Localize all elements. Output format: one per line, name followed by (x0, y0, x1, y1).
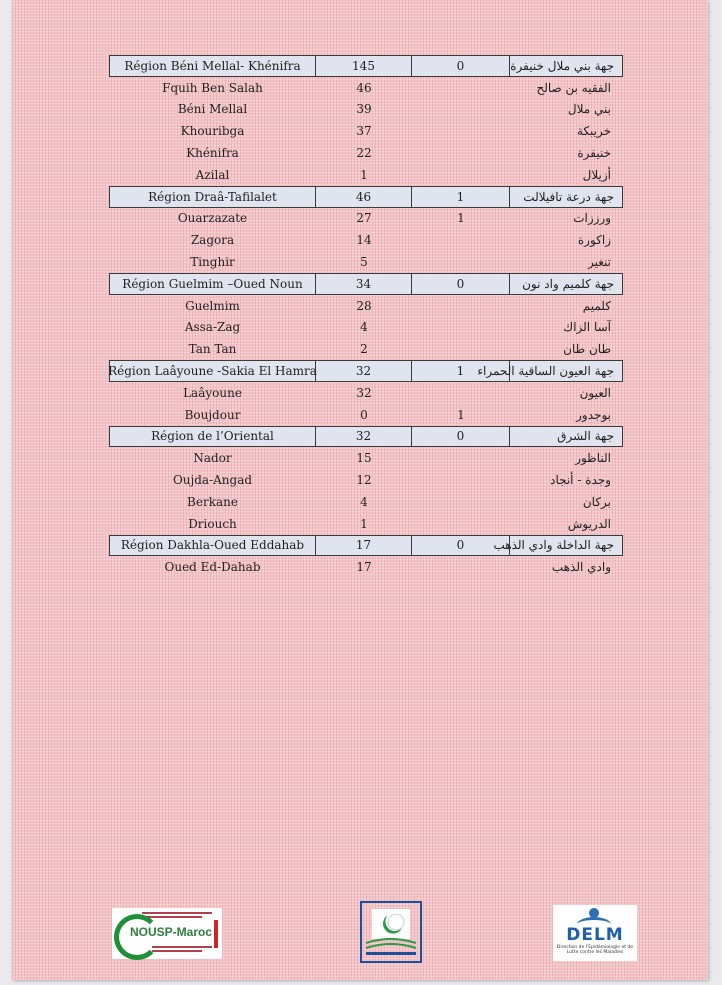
province-row (109, 491, 623, 513)
province-name-fr: Oujda-Angad (172, 473, 253, 488)
province-name-ar: خنيفرة (577, 146, 611, 161)
region-name-fr: Région de l’Oriental (109, 426, 316, 448)
province-total: 4 (360, 494, 368, 509)
regional-cases-table (109, 55, 623, 578)
province-row (109, 382, 623, 404)
province-name-fr: Guelmim (185, 298, 240, 313)
province-row (109, 404, 623, 426)
province-name-ar: الدريوش (567, 516, 611, 531)
province-name-ar: طان طان (563, 342, 611, 357)
region-header-row (109, 186, 623, 208)
province-name-fr: Fquih Ben Salah (162, 80, 263, 95)
region-total: 145 (316, 55, 412, 77)
province-total: 0 (360, 407, 368, 422)
province-total: 32 (356, 385, 372, 400)
nousp-logo (112, 908, 222, 959)
region-header-row (109, 273, 623, 295)
province-total: 2 (360, 342, 368, 357)
region-name-ar: جهة بني ملال خنيفرة (510, 55, 623, 77)
province-row (109, 317, 623, 339)
province-name-fr: Berkane (187, 494, 238, 509)
region-header-row (109, 535, 623, 557)
region-new: 0 (412, 273, 510, 295)
province-row (109, 338, 623, 360)
province-new: 1 (457, 407, 465, 422)
province-name-fr: Assa-Zag (184, 320, 241, 335)
nousp-logo-text: NOUSP-Maroc (130, 925, 213, 939)
province-row (109, 229, 623, 251)
province-row (109, 208, 623, 230)
region-name-fr: Région Béni Mellal- Khénifra (109, 55, 316, 77)
region-name-ar: جهة الشرق (510, 426, 623, 448)
province-total: 17 (356, 560, 372, 575)
province-name-fr: Oued Ed-Dahab (164, 560, 261, 575)
province-row (109, 513, 623, 535)
region-name-fr: Région Draâ-Tafilalet (109, 186, 316, 208)
province-total: 1 (360, 167, 368, 182)
province-name-fr: Tinghir (190, 255, 235, 270)
province-row (109, 556, 623, 578)
province-name-ar: بوجدور (576, 407, 611, 422)
province-name-ar: وادي الذهب (551, 560, 611, 575)
document-page (12, 0, 708, 980)
province-name-fr: Laâyoune (183, 385, 242, 400)
province-name-fr: Driouch (188, 516, 237, 531)
region-header-row (109, 426, 623, 448)
ministry-emblem-icon (360, 901, 422, 963)
delm-logo-subtitle: Direction de l'Epidémiologie et de Lutte contre les Maladies (556, 945, 634, 955)
region-total: 17 (316, 535, 412, 557)
province-total: 1 (360, 516, 368, 531)
province-total: 27 (356, 211, 372, 226)
province-total: 37 (356, 124, 372, 139)
region-header-row (109, 360, 623, 382)
province-name-ar: العيون (579, 385, 611, 400)
province-name-fr: Boujdour (184, 407, 241, 422)
province-total: 12 (356, 473, 372, 488)
province-total: 4 (360, 320, 368, 335)
province-row (109, 447, 623, 469)
region-new: 0 (412, 426, 510, 448)
province-total: 28 (356, 298, 372, 313)
region-total: 32 (316, 360, 412, 382)
province-row (109, 77, 623, 99)
region-header-row (109, 55, 623, 77)
province-row (109, 99, 623, 121)
province-name-ar: وجدة - أنجاد (550, 473, 611, 488)
province-name-ar: ورززات (573, 211, 611, 226)
province-name-fr: Ouarzazate (177, 211, 248, 226)
province-name-ar: زاكورة (577, 233, 611, 248)
province-row (109, 142, 623, 164)
region-name-ar: جهة كلميم واد نون (510, 273, 623, 295)
delm-logo-text: DELM (566, 925, 624, 945)
province-total: 22 (356, 146, 372, 161)
province-name-fr: Tan Tan (188, 342, 237, 357)
province-total: 15 (356, 451, 372, 466)
region-total: 32 (316, 426, 412, 448)
province-row (109, 469, 623, 491)
region-name-fr: Région Guelmim –Oued Noun (109, 273, 316, 295)
province-total: 5 (360, 255, 368, 270)
region-new: 0 (412, 55, 510, 77)
province-name-fr: Béni Mellal (177, 102, 248, 117)
province-name-ar: بني ملال (567, 102, 611, 117)
province-name-fr: Zagora (190, 233, 235, 248)
region-name-ar: جهة العيون الساقية الحمراء (510, 360, 623, 382)
region-total: 34 (316, 273, 412, 295)
region-new: 1 (412, 360, 510, 382)
region-new: 0 (412, 535, 510, 557)
province-name-fr: Nador (193, 451, 232, 466)
province-name-ar: الفقيه بن صالح (536, 80, 611, 95)
province-name-ar: أزيلال (582, 167, 611, 182)
province-row (109, 164, 623, 186)
province-name-ar: تنغير (588, 255, 611, 270)
province-new: 1 (457, 211, 465, 226)
province-row (109, 251, 623, 273)
region-name-fr: Région Laâyoune -Sakia El Hamra (109, 360, 316, 382)
region-new: 1 (412, 186, 510, 208)
province-name-fr: Khénifra (186, 146, 239, 161)
province-total: 46 (356, 80, 372, 95)
province-name-ar: بركان (582, 494, 611, 509)
region-name-ar: جهة درعة تافيلالت (510, 186, 623, 208)
region-total: 46 (316, 186, 412, 208)
province-row (109, 120, 623, 142)
province-row (109, 295, 623, 317)
province-name-fr: Azilal (195, 167, 230, 182)
region-name-ar: جهة الداخلة وادي الذهب (510, 535, 623, 557)
province-name-fr: Khouribga (180, 124, 245, 139)
province-name-ar: الناظور (575, 451, 611, 466)
province-total: 39 (356, 102, 372, 117)
region-name-fr: Région Dakhla-Oued Eddahab (109, 535, 316, 557)
province-name-ar: كلميم (582, 298, 611, 313)
delm-logo (553, 905, 637, 961)
province-name-ar: خريبكة (576, 124, 611, 139)
province-name-ar: آسا الزاك (563, 320, 611, 335)
province-total: 14 (356, 233, 372, 248)
